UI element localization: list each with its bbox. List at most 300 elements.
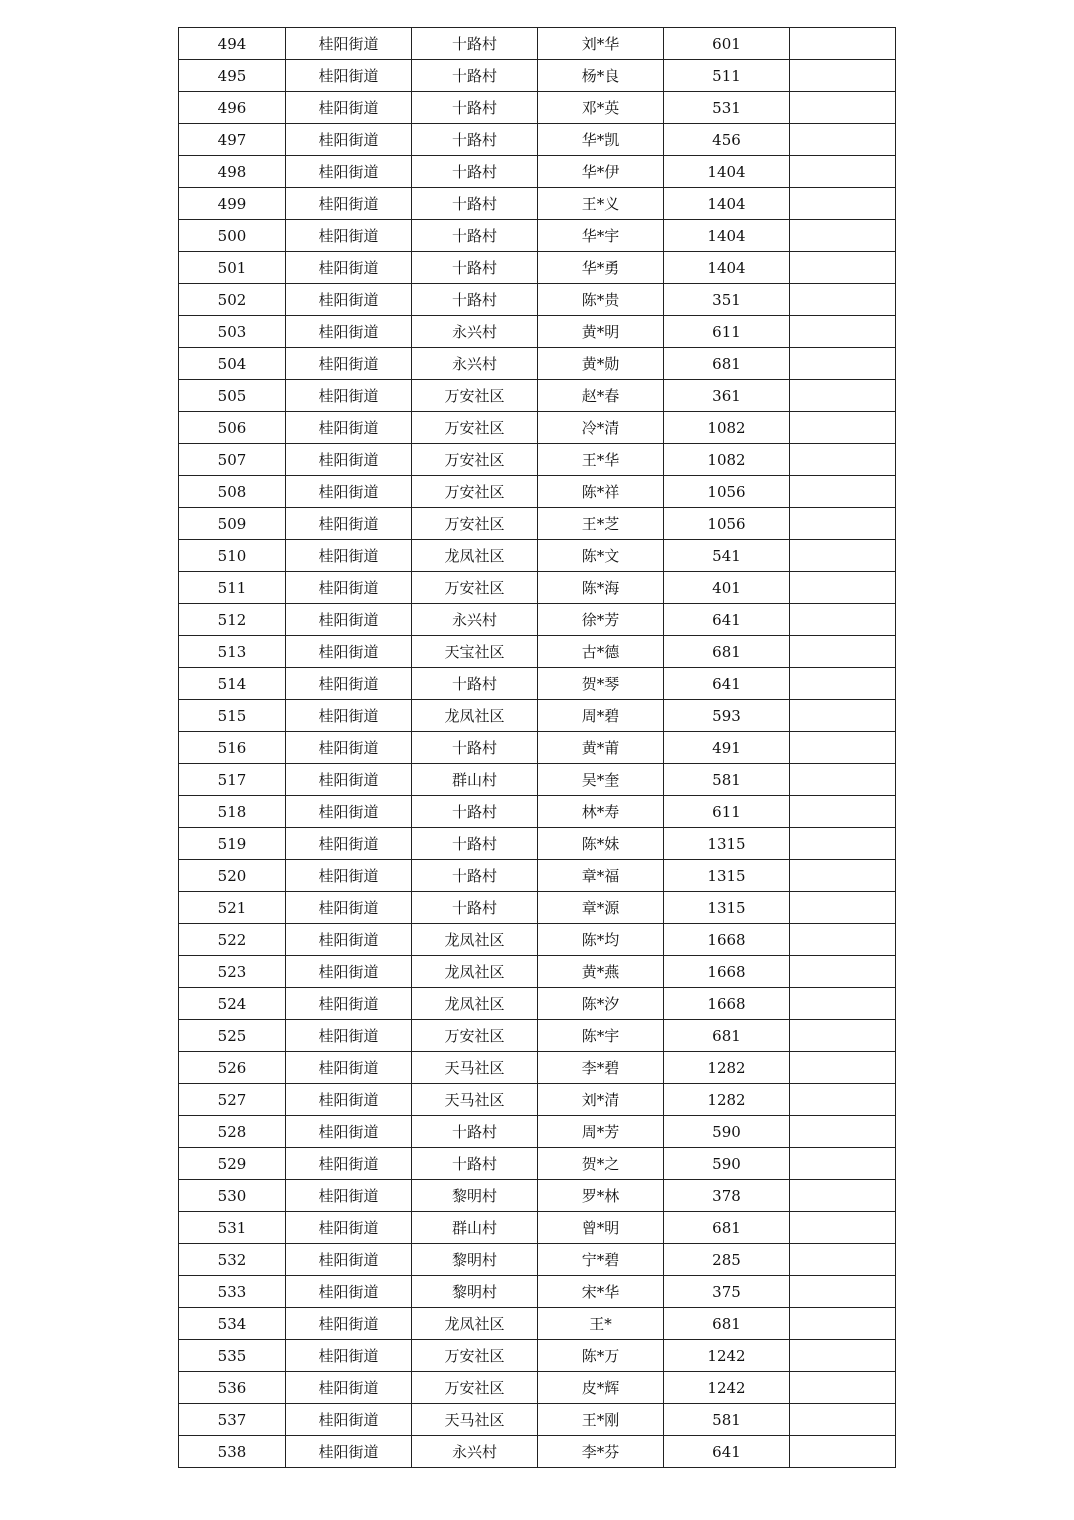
- table-row: [179, 1404, 896, 1436]
- name-cell: 陈*宇: [538, 1020, 664, 1052]
- table-row: [179, 572, 896, 604]
- community-cell: 十路村: [412, 188, 538, 220]
- community-cell: 十路村: [412, 252, 538, 284]
- table-row: [179, 156, 896, 188]
- community-cell: 十路村: [412, 828, 538, 860]
- community-cell: 永兴村: [412, 348, 538, 380]
- amount-cell: 491: [664, 732, 790, 764]
- name-cell: 黄*勋: [538, 348, 664, 380]
- remark-cell: [790, 1052, 896, 1084]
- remark-cell: [790, 1372, 896, 1404]
- street-cell: 桂阳街道: [286, 1340, 412, 1372]
- name-cell: 宋*华: [538, 1276, 664, 1308]
- name-cell: 黄*明: [538, 316, 664, 348]
- table-row: [179, 1148, 896, 1180]
- community-cell: 十路村: [412, 1148, 538, 1180]
- amount-cell: 1056: [664, 476, 790, 508]
- table-row: [179, 604, 896, 636]
- amount-cell: 1668: [664, 956, 790, 988]
- community-cell: 龙凤社区: [412, 1308, 538, 1340]
- amount-cell: 1242: [664, 1372, 790, 1404]
- street-cell: 桂阳街道: [286, 1404, 412, 1436]
- serial-number-cell: 529: [179, 1148, 286, 1180]
- table-row: [179, 892, 896, 924]
- remark-cell: [790, 380, 896, 412]
- amount-cell: 375: [664, 1276, 790, 1308]
- amount-cell: 361: [664, 380, 790, 412]
- serial-number-cell: 538: [179, 1436, 286, 1468]
- name-cell: 黄*莆: [538, 732, 664, 764]
- street-cell: 桂阳街道: [286, 604, 412, 636]
- street-cell: 桂阳街道: [286, 540, 412, 572]
- amount-cell: 681: [664, 636, 790, 668]
- table-row: [179, 1052, 896, 1084]
- amount-cell: 1282: [664, 1084, 790, 1116]
- remark-cell: [790, 700, 896, 732]
- serial-number-cell: 500: [179, 220, 286, 252]
- amount-cell: 581: [664, 764, 790, 796]
- serial-number-cell: 508: [179, 476, 286, 508]
- amount-cell: 1404: [664, 252, 790, 284]
- serial-number-cell: 513: [179, 636, 286, 668]
- name-cell: 陈*文: [538, 540, 664, 572]
- community-cell: 黎明村: [412, 1276, 538, 1308]
- table-container: [178, 27, 896, 1468]
- amount-cell: 456: [664, 124, 790, 156]
- community-cell: 龙凤社区: [412, 700, 538, 732]
- community-cell: 永兴村: [412, 1436, 538, 1468]
- remark-cell: [790, 1308, 896, 1340]
- name-cell: 王*义: [538, 188, 664, 220]
- serial-number-cell: 532: [179, 1244, 286, 1276]
- community-cell: 龙凤社区: [412, 924, 538, 956]
- street-cell: 桂阳街道: [286, 476, 412, 508]
- table-row: [179, 60, 896, 92]
- name-cell: 李*碧: [538, 1052, 664, 1084]
- table-body: [179, 28, 896, 1468]
- name-cell: 冷*清: [538, 412, 664, 444]
- table-row: [179, 1020, 896, 1052]
- street-cell: 桂阳街道: [286, 124, 412, 156]
- street-cell: 桂阳街道: [286, 284, 412, 316]
- community-cell: 十路村: [412, 92, 538, 124]
- amount-cell: 601: [664, 28, 790, 60]
- community-cell: 十路村: [412, 1116, 538, 1148]
- community-cell: 万安社区: [412, 572, 538, 604]
- name-cell: 陈*妹: [538, 828, 664, 860]
- remark-cell: [790, 1212, 896, 1244]
- street-cell: 桂阳街道: [286, 1436, 412, 1468]
- table-row: [179, 1308, 896, 1340]
- community-cell: 十路村: [412, 60, 538, 92]
- amount-cell: 590: [664, 1148, 790, 1180]
- serial-number-cell: 534: [179, 1308, 286, 1340]
- serial-number-cell: 517: [179, 764, 286, 796]
- community-cell: 永兴村: [412, 604, 538, 636]
- serial-number-cell: 495: [179, 60, 286, 92]
- street-cell: 桂阳街道: [286, 700, 412, 732]
- name-cell: 周*芳: [538, 1116, 664, 1148]
- name-cell: 吴*奎: [538, 764, 664, 796]
- serial-number-cell: 501: [179, 252, 286, 284]
- remark-cell: [790, 252, 896, 284]
- community-cell: 龙凤社区: [412, 988, 538, 1020]
- name-cell: 华*勇: [538, 252, 664, 284]
- name-cell: 陈*海: [538, 572, 664, 604]
- serial-number-cell: 497: [179, 124, 286, 156]
- name-cell: 皮*辉: [538, 1372, 664, 1404]
- community-cell: 十路村: [412, 732, 538, 764]
- remark-cell: [790, 316, 896, 348]
- community-cell: 龙凤社区: [412, 540, 538, 572]
- serial-number-cell: 507: [179, 444, 286, 476]
- community-cell: 十路村: [412, 284, 538, 316]
- remark-cell: [790, 220, 896, 252]
- street-cell: 桂阳街道: [286, 316, 412, 348]
- serial-number-cell: 521: [179, 892, 286, 924]
- table-row: [179, 796, 896, 828]
- remark-cell: [790, 284, 896, 316]
- street-cell: 桂阳街道: [286, 1148, 412, 1180]
- street-cell: 桂阳街道: [286, 636, 412, 668]
- street-cell: 桂阳街道: [286, 1372, 412, 1404]
- amount-cell: 611: [664, 316, 790, 348]
- serial-number-cell: 502: [179, 284, 286, 316]
- serial-number-cell: 509: [179, 508, 286, 540]
- table-row: [179, 92, 896, 124]
- street-cell: 桂阳街道: [286, 732, 412, 764]
- serial-number-cell: 515: [179, 700, 286, 732]
- community-cell: 黎明村: [412, 1244, 538, 1276]
- community-cell: 万安社区: [412, 1340, 538, 1372]
- serial-number-cell: 511: [179, 572, 286, 604]
- amount-cell: 401: [664, 572, 790, 604]
- serial-number-cell: 524: [179, 988, 286, 1020]
- name-cell: 杨*良: [538, 60, 664, 92]
- street-cell: 桂阳街道: [286, 1116, 412, 1148]
- serial-number-cell: 503: [179, 316, 286, 348]
- community-cell: 十路村: [412, 892, 538, 924]
- remark-cell: [790, 412, 896, 444]
- serial-number-cell: 520: [179, 860, 286, 892]
- serial-number-cell: 506: [179, 412, 286, 444]
- name-cell: 陈*万: [538, 1340, 664, 1372]
- remark-cell: [790, 1020, 896, 1052]
- table-row: [179, 764, 896, 796]
- remark-cell: [790, 892, 896, 924]
- amount-cell: 351: [664, 284, 790, 316]
- community-cell: 万安社区: [412, 412, 538, 444]
- amount-cell: 1404: [664, 188, 790, 220]
- name-cell: 华*伊: [538, 156, 664, 188]
- table-row: [179, 732, 896, 764]
- community-cell: 龙凤社区: [412, 956, 538, 988]
- street-cell: 桂阳街道: [286, 764, 412, 796]
- name-cell: 陈*均: [538, 924, 664, 956]
- remark-cell: [790, 92, 896, 124]
- remark-cell: [790, 1404, 896, 1436]
- street-cell: 桂阳街道: [286, 444, 412, 476]
- community-cell: 十路村: [412, 860, 538, 892]
- table-row: [179, 540, 896, 572]
- remark-cell: [790, 572, 896, 604]
- amount-cell: 681: [664, 1212, 790, 1244]
- amount-cell: 285: [664, 1244, 790, 1276]
- table-row: [179, 380, 896, 412]
- amount-cell: 1315: [664, 828, 790, 860]
- street-cell: 桂阳街道: [286, 956, 412, 988]
- name-cell: 周*碧: [538, 700, 664, 732]
- amount-cell: 541: [664, 540, 790, 572]
- amount-cell: 593: [664, 700, 790, 732]
- street-cell: 桂阳街道: [286, 1052, 412, 1084]
- community-cell: 万安社区: [412, 476, 538, 508]
- amount-cell: 1242: [664, 1340, 790, 1372]
- serial-number-cell: 526: [179, 1052, 286, 1084]
- table-row: [179, 860, 896, 892]
- remark-cell: [790, 348, 896, 380]
- community-cell: 十路村: [412, 28, 538, 60]
- community-cell: 十路村: [412, 796, 538, 828]
- amount-cell: 1668: [664, 924, 790, 956]
- amount-cell: 1315: [664, 860, 790, 892]
- table-row: [179, 124, 896, 156]
- serial-number-cell: 499: [179, 188, 286, 220]
- table-row: [179, 508, 896, 540]
- amount-cell: 590: [664, 1116, 790, 1148]
- name-cell: 黄*燕: [538, 956, 664, 988]
- amount-cell: 641: [664, 604, 790, 636]
- remark-cell: [790, 1180, 896, 1212]
- remark-cell: [790, 636, 896, 668]
- table-row: [179, 28, 896, 60]
- street-cell: 桂阳街道: [286, 348, 412, 380]
- community-cell: 万安社区: [412, 444, 538, 476]
- table-row: [179, 284, 896, 316]
- remark-cell: [790, 508, 896, 540]
- remark-cell: [790, 540, 896, 572]
- serial-number-cell: 516: [179, 732, 286, 764]
- street-cell: 桂阳街道: [286, 380, 412, 412]
- amount-cell: 681: [664, 348, 790, 380]
- amount-cell: 641: [664, 668, 790, 700]
- table-row: [179, 188, 896, 220]
- amount-cell: 681: [664, 1020, 790, 1052]
- street-cell: 桂阳街道: [286, 28, 412, 60]
- name-cell: 邓*英: [538, 92, 664, 124]
- serial-number-cell: 510: [179, 540, 286, 572]
- table-row: [179, 444, 896, 476]
- street-cell: 桂阳街道: [286, 860, 412, 892]
- name-cell: 刘*华: [538, 28, 664, 60]
- serial-number-cell: 528: [179, 1116, 286, 1148]
- name-cell: 曾*明: [538, 1212, 664, 1244]
- remark-cell: [790, 828, 896, 860]
- remark-cell: [790, 956, 896, 988]
- amount-cell: 581: [664, 1404, 790, 1436]
- remark-cell: [790, 1340, 896, 1372]
- serial-number-cell: 519: [179, 828, 286, 860]
- remark-cell: [790, 924, 896, 956]
- remark-cell: [790, 1148, 896, 1180]
- street-cell: 桂阳街道: [286, 1180, 412, 1212]
- table-row: [179, 220, 896, 252]
- street-cell: 桂阳街道: [286, 92, 412, 124]
- serial-number-cell: 537: [179, 1404, 286, 1436]
- table-row: [179, 668, 896, 700]
- street-cell: 桂阳街道: [286, 924, 412, 956]
- community-cell: 万安社区: [412, 1372, 538, 1404]
- name-cell: 罗*林: [538, 1180, 664, 1212]
- community-cell: 万安社区: [412, 380, 538, 412]
- street-cell: 桂阳街道: [286, 412, 412, 444]
- street-cell: 桂阳街道: [286, 188, 412, 220]
- remark-cell: [790, 124, 896, 156]
- name-cell: 古*德: [538, 636, 664, 668]
- table-row: [179, 1340, 896, 1372]
- amount-cell: 1668: [664, 988, 790, 1020]
- name-cell: 贺*琴: [538, 668, 664, 700]
- name-cell: 赵*春: [538, 380, 664, 412]
- amount-cell: 378: [664, 1180, 790, 1212]
- table-row: [179, 1212, 896, 1244]
- street-cell: 桂阳街道: [286, 508, 412, 540]
- name-cell: 王*刚: [538, 1404, 664, 1436]
- street-cell: 桂阳街道: [286, 988, 412, 1020]
- amount-cell: 1282: [664, 1052, 790, 1084]
- street-cell: 桂阳街道: [286, 1276, 412, 1308]
- serial-number-cell: 535: [179, 1340, 286, 1372]
- table-row: [179, 636, 896, 668]
- street-cell: 桂阳街道: [286, 220, 412, 252]
- street-cell: 桂阳街道: [286, 1020, 412, 1052]
- remark-cell: [790, 860, 896, 892]
- street-cell: 桂阳街道: [286, 1244, 412, 1276]
- amount-cell: 611: [664, 796, 790, 828]
- community-cell: 十路村: [412, 668, 538, 700]
- remark-cell: [790, 1436, 896, 1468]
- community-cell: 天马社区: [412, 1404, 538, 1436]
- name-cell: 华*宇: [538, 220, 664, 252]
- remark-cell: [790, 1276, 896, 1308]
- serial-number-cell: 523: [179, 956, 286, 988]
- remark-cell: [790, 476, 896, 508]
- name-cell: 刘*清: [538, 1084, 664, 1116]
- name-cell: 徐*芳: [538, 604, 664, 636]
- serial-number-cell: 505: [179, 380, 286, 412]
- remark-cell: [790, 156, 896, 188]
- remark-cell: [790, 444, 896, 476]
- amount-cell: 1082: [664, 444, 790, 476]
- serial-number-cell: 504: [179, 348, 286, 380]
- table-row: [179, 1116, 896, 1148]
- amount-cell: 1404: [664, 220, 790, 252]
- serial-number-cell: 512: [179, 604, 286, 636]
- serial-number-cell: 498: [179, 156, 286, 188]
- remark-cell: [790, 796, 896, 828]
- remark-cell: [790, 988, 896, 1020]
- name-cell: 林*寿: [538, 796, 664, 828]
- community-cell: 天宝社区: [412, 636, 538, 668]
- name-cell: 贺*之: [538, 1148, 664, 1180]
- table-row: [179, 252, 896, 284]
- serial-number-cell: 518: [179, 796, 286, 828]
- remark-cell: [790, 1084, 896, 1116]
- amount-cell: 641: [664, 1436, 790, 1468]
- community-cell: 永兴村: [412, 316, 538, 348]
- community-cell: 万安社区: [412, 1020, 538, 1052]
- serial-number-cell: 514: [179, 668, 286, 700]
- table-row: [179, 1276, 896, 1308]
- serial-number-cell: 494: [179, 28, 286, 60]
- amount-cell: 681: [664, 1308, 790, 1340]
- street-cell: 桂阳街道: [286, 828, 412, 860]
- street-cell: 桂阳街道: [286, 1308, 412, 1340]
- name-cell: 章*福: [538, 860, 664, 892]
- table-row: [179, 316, 896, 348]
- serial-number-cell: 533: [179, 1276, 286, 1308]
- table-row: [179, 1084, 896, 1116]
- serial-number-cell: 531: [179, 1212, 286, 1244]
- name-cell: 王*芝: [538, 508, 664, 540]
- table-row: [179, 1180, 896, 1212]
- name-cell: 陈*祥: [538, 476, 664, 508]
- remark-cell: [790, 28, 896, 60]
- serial-number-cell: 530: [179, 1180, 286, 1212]
- community-cell: 万安社区: [412, 508, 538, 540]
- remark-cell: [790, 764, 896, 796]
- amount-cell: 1082: [664, 412, 790, 444]
- table-row: [179, 988, 896, 1020]
- name-cell: 陈*贵: [538, 284, 664, 316]
- table-row: [179, 348, 896, 380]
- remark-cell: [790, 188, 896, 220]
- street-cell: 桂阳街道: [286, 796, 412, 828]
- table-row: [179, 1436, 896, 1468]
- remark-cell: [790, 1116, 896, 1148]
- street-cell: 桂阳街道: [286, 892, 412, 924]
- amount-cell: 531: [664, 92, 790, 124]
- street-cell: 桂阳街道: [286, 1084, 412, 1116]
- street-cell: 桂阳街道: [286, 252, 412, 284]
- community-cell: 十路村: [412, 156, 538, 188]
- remark-cell: [790, 60, 896, 92]
- community-cell: 十路村: [412, 220, 538, 252]
- street-cell: 桂阳街道: [286, 668, 412, 700]
- community-cell: 群山村: [412, 764, 538, 796]
- amount-cell: 1056: [664, 508, 790, 540]
- table-row: [179, 956, 896, 988]
- amount-cell: 511: [664, 60, 790, 92]
- remark-cell: [790, 732, 896, 764]
- remark-cell: [790, 604, 896, 636]
- street-cell: 桂阳街道: [286, 60, 412, 92]
- amount-cell: 1315: [664, 892, 790, 924]
- name-cell: 章*源: [538, 892, 664, 924]
- community-cell: 十路村: [412, 124, 538, 156]
- name-cell: 李*芬: [538, 1436, 664, 1468]
- serial-number-cell: 527: [179, 1084, 286, 1116]
- serial-number-cell: 522: [179, 924, 286, 956]
- table-row: [179, 924, 896, 956]
- subsidy-list-table: [178, 27, 896, 1468]
- table-row: [179, 412, 896, 444]
- street-cell: 桂阳街道: [286, 156, 412, 188]
- serial-number-cell: 525: [179, 1020, 286, 1052]
- name-cell: 王*华: [538, 444, 664, 476]
- community-cell: 黎明村: [412, 1180, 538, 1212]
- name-cell: 宁*碧: [538, 1244, 664, 1276]
